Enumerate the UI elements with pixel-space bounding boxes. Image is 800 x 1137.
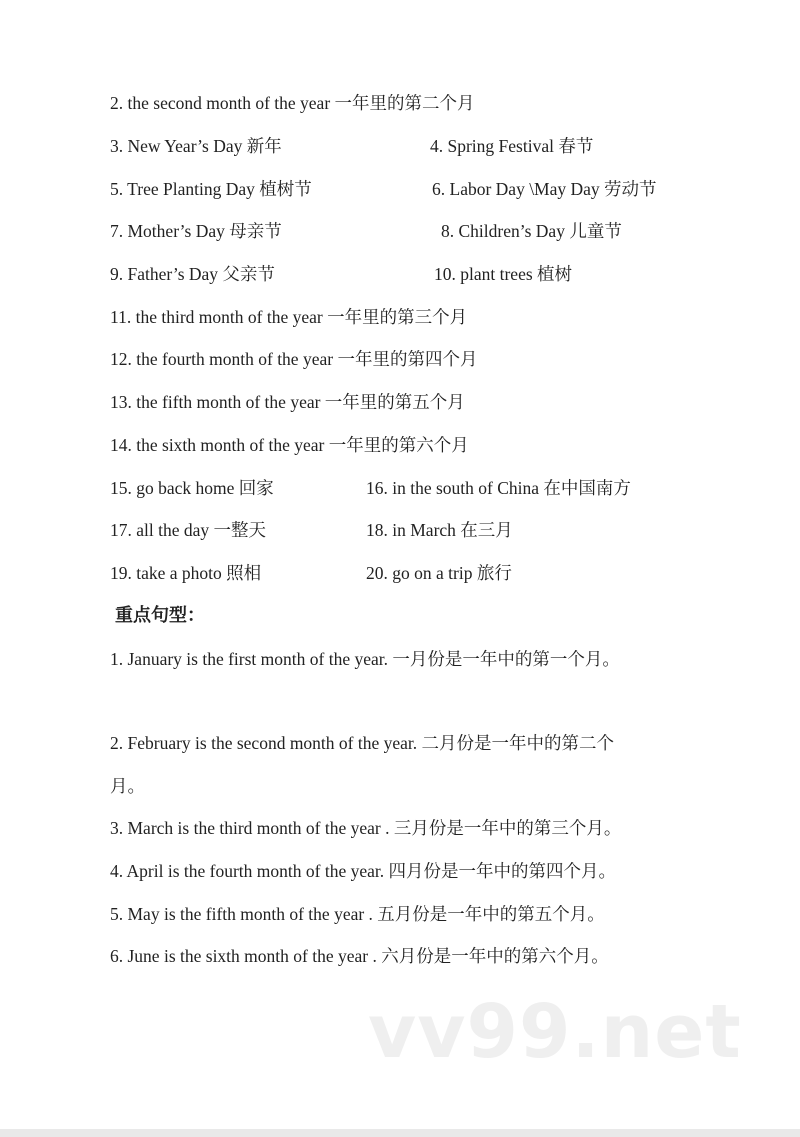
vocab-item-2: 2. the second month of the year 一年里的第二个月	[110, 93, 475, 113]
sentence-3: 3. March is the third month of the year . 三月份是一年中的第三个月。	[110, 818, 622, 838]
vocab-item-9: 9. Father’s Day 父亲节	[110, 264, 275, 284]
vocab-item-11: 11. the third month of the year 一年里的第三个月	[110, 307, 468, 327]
vocab-item-4: 4. Spring Festival 春节	[430, 136, 594, 156]
vocab-item-16: 16. in the south of China 在中国南方	[366, 478, 631, 498]
sentence-4: 4. April is the fourth month of the year. 四月份是一年中的第四个月。	[110, 861, 616, 881]
vocab-item-8: 8. Children’s Day 儿童节	[441, 221, 622, 241]
sentence-2: 2. February is the second month of the year. 二月份是一年中的第二个	[110, 733, 615, 753]
vocab-item-12: 12. the fourth month of the year 一年里的第四个月	[110, 349, 478, 369]
vocab-item-15: 15. go back home 回家	[110, 478, 274, 498]
vocab-item-17: 17. all the day 一整天	[110, 520, 267, 540]
watermark: vv99.net	[368, 989, 742, 1075]
vocab-item-5: 5. Tree Planting Day 植树节	[110, 179, 312, 199]
vocab-item-10: 10. plant trees 植树	[434, 264, 573, 284]
sentence-5: 5. May is the fifth month of the year . 五月份是一年中的第五个月。	[110, 904, 605, 924]
vocab-item-7: 7. Mother’s Day 母亲节	[110, 221, 282, 241]
vocab-item-18: 18. in March 在三月	[366, 520, 513, 540]
vocab-item-6: 6. Labor Day \May Day 劳动节	[432, 179, 657, 199]
vocab-item-20: 20. go on a trip 旅行	[366, 563, 512, 583]
vocab-item-19: 19. take a photo 照相	[110, 563, 262, 583]
vocab-item-3: 3. New Year’s Day 新年	[110, 136, 282, 156]
vocab-item-14: 14. the sixth month of the year 一年里的第六个月	[110, 435, 469, 455]
sentence-2-continued: 月。	[110, 776, 145, 796]
key-sentences-heading: 重点句型：	[115, 605, 205, 626]
vocab-item-13: 13. the fifth month of the year 一年里的第五个月	[110, 392, 465, 412]
sentence-1: 1. January is the first month of the year. 一月份是一年中的第一个月。	[110, 649, 620, 669]
sentence-6: 6. June is the sixth month of the year . 六月份是一年中的第六个月。	[110, 946, 609, 966]
